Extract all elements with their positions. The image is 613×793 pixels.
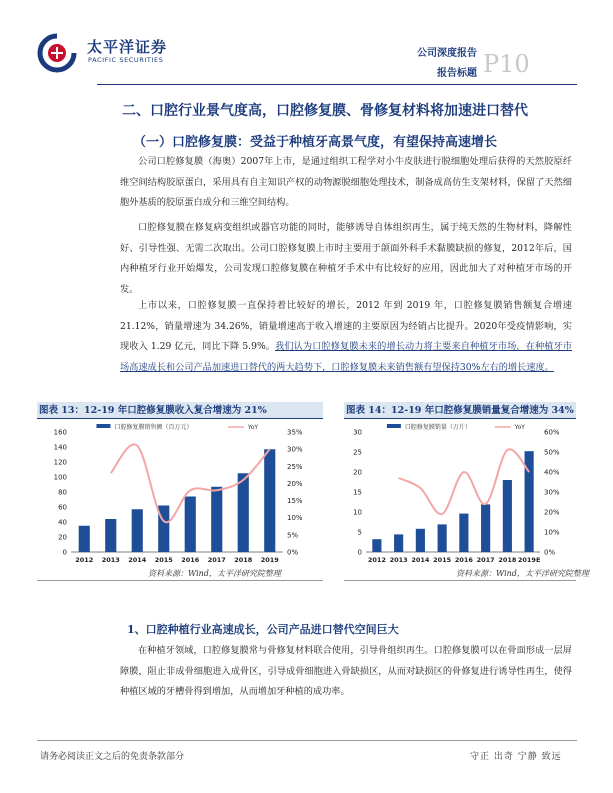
paragraph-text: 在种植牙领域，口腔修复膜常与骨修复材料联合使用，引导骨组织再生。口腔修复膜可以在骨面形成一层屏障膜，阻止非成骨细胞进入成骨区，引导成骨细胞进入骨缺损区，从而对缺损区的骨修复进行诱导性再生，使得种植区域的牙槽骨得到增加，从而增加牙种植的成功率。 [120,645,572,698]
logo-mark-icon [37,33,81,77]
y-right-tick-label: 30% [544,488,560,497]
y-right-tick-label: 60% [544,428,560,437]
x-tick-label: 2018 [498,556,517,564]
y-left-tick-label: 0 [357,548,362,557]
legend-label-bar: 口腔修复膜销售额（百万元） [114,424,193,431]
figure-title: 图表 13：12-19 年口腔修复膜收入复合增速为 21% [37,402,323,419]
bar [394,534,403,552]
figure-title: 图表 14：12-19 年口腔修复膜销量复合增速为 34% [344,402,576,419]
y-right-tick-label: 10% [287,514,303,523]
legend-label-line: YoY [247,424,259,431]
x-tick-label: 2012 [367,556,386,564]
y-left-tick-label: 30 [353,428,362,437]
bar [238,473,249,552]
y-left-tick-label: 140 [53,443,67,452]
page-header [0,0,613,88]
x-tick-label: 2012 [75,556,94,564]
y-left-tick-label: 20 [353,468,362,477]
x-tick-label: 2016 [181,556,200,564]
logo-name-cn: 太平洋证券 [87,38,168,56]
header-divider [97,84,577,85]
y-left-tick-label: 40 [58,518,67,527]
y-left-tick-label: 20 [58,533,67,542]
heading-3: 1、口腔种植行业高速成长，公司产品进口替代空间巨大 [127,623,399,636]
paragraph-2 [120,218,572,300]
paragraph-1 [120,152,572,214]
y-right-tick-label: 10% [544,528,560,537]
y-right-tick-label: 20% [287,479,303,488]
paragraph-text: 口腔修复膜在修复病变组织或器官功能的同时，能够诱导自体组织再生，属于纯天然的生物材料，降解性好、引导性强、无需二次取出。公司口腔修复膜上市时主要用于颌面外科手术黏膜缺损的修复，2012年后，国内种植牙行业开始爆发，公司发现口腔修复膜在种植牙手术中有比较好的应用，因此加大了对种植牙市场的开发。 [120,222,572,295]
x-tick-label: 2014 [411,556,430,564]
chart-volume [344,419,576,567]
paragraph-3 [120,296,572,378]
report-title: 报告标题 [437,68,477,79]
report-type: 公司深度报告 [417,48,477,59]
y-left-tick-label: 15 [353,488,362,497]
subsection-title: （一）口腔修复膜：受益于种植牙高景气度，有望保持高速增长 [133,135,498,150]
paragraph-4 [120,641,572,703]
bar [372,539,381,552]
legend-swatch-bar [96,424,110,428]
x-tick-label: 2018 [234,556,253,564]
page-number: P10 [483,50,530,78]
bar [416,529,425,552]
bar [459,514,468,552]
x-tick-label: 2015 [154,556,173,564]
bar [105,519,116,552]
x-tick-label: 2019E [517,556,541,564]
paragraph-plain: 上市以来，口腔修复膜一直保持着比较好的增长，2012 年到 2019 年，口腔修复膜销售额复合增速 21.12%，销量增速为 34.26%，销量增速高于收入增速的主要原因为经销占比提升。2020年受疫情影响，实现收入 1.29 亿元，同比下降 5.9%。 [120,300,572,353]
y-right-tick-label: 40% [544,468,560,477]
bar [264,449,275,552]
section-title: 二、口腔行业景气度高，口腔修复膜、骨修复材料将加速进口替代 [122,103,528,119]
bar [503,480,512,552]
x-tick-label: 2013 [389,556,408,564]
y-right-tick-label: 0% [287,548,299,557]
paragraph-highlight: 我们认为口腔修复膜未来的增长动力将主要来自种植牙市场，在种植牙市场高速成长和公司产品加速进口替代的两大趋势下，口腔修复膜未来销售额有望保持30%左右的增长速度。 [120,341,573,373]
y-right-tick-label: 5% [287,531,299,540]
footer-motto: 守正 出奇 宁静 致远 [470,752,562,762]
x-tick-label: 2013 [101,556,120,564]
bar [211,487,222,552]
company-logo [37,33,177,73]
y-left-tick-label: 0 [62,548,67,557]
paragraph-text: 公司口腔修复膜（海奥）2007年上市，是通过组织工程学对小牛皮肤进行脱细胞处理后获得的天然胶原纤维空间结构胶原蛋白，采用具有自主知识产权的动物源脱细胞处理技术，制备成高仿生支架材料，保留了天然细胞外基质的胶原蛋白成分和三维空间结构。 [120,156,572,209]
y-left-tick-label: 120 [53,458,67,467]
y-right-tick-label: 25% [287,462,303,471]
y-right-tick-label: 30% [287,445,303,454]
figure-13 [37,402,323,567]
bar [481,504,490,552]
y-right-tick-label: 50% [544,448,560,457]
bar [185,497,196,553]
logo-name-en: PACIFIC SECURITIES [88,56,164,64]
y-left-tick-label: 60 [58,503,67,512]
footer-divider [37,740,577,741]
bar [79,526,90,552]
figure-divider [37,580,323,581]
paragraph-text [120,296,572,378]
x-tick-label: 2017 [207,556,226,564]
footer-disclaimer: 请务必阅读正文之后的免责条款部分 [40,752,185,762]
figure-source: 资料来源：Wind，太平洋研究院整理 [456,569,589,578]
legend-swatch-bar [387,424,401,428]
x-tick-label: 2019 [260,556,279,564]
y-left-tick-label: 5 [357,528,362,537]
y-left-tick-label: 10 [353,508,362,517]
figure-divider [344,580,576,581]
x-tick-label: 2016 [454,556,473,564]
y-right-tick-label: 15% [287,497,303,506]
legend-label-line: YoY [514,424,525,431]
y-left-tick-label: 80 [58,488,67,497]
bar [438,524,447,552]
figure-14 [344,402,576,567]
x-tick-label: 2017 [476,556,495,564]
y-left-tick-label: 100 [53,473,67,482]
y-right-tick-label: 20% [544,508,560,517]
y-left-tick-label: 160 [53,428,67,437]
y-left-tick-label: 25 [353,448,362,457]
bar [132,509,143,552]
x-tick-label: 2014 [128,556,147,564]
chart-revenue [37,419,323,567]
y-right-tick-label: 0% [544,548,556,557]
figure-source: 资料来源：Wind，太平洋研究院整理 [148,569,281,578]
legend-label-bar: 口腔修复膜销量（万片） [404,424,471,431]
y-right-tick-label: 35% [287,428,303,437]
x-tick-label: 2015 [433,556,452,564]
